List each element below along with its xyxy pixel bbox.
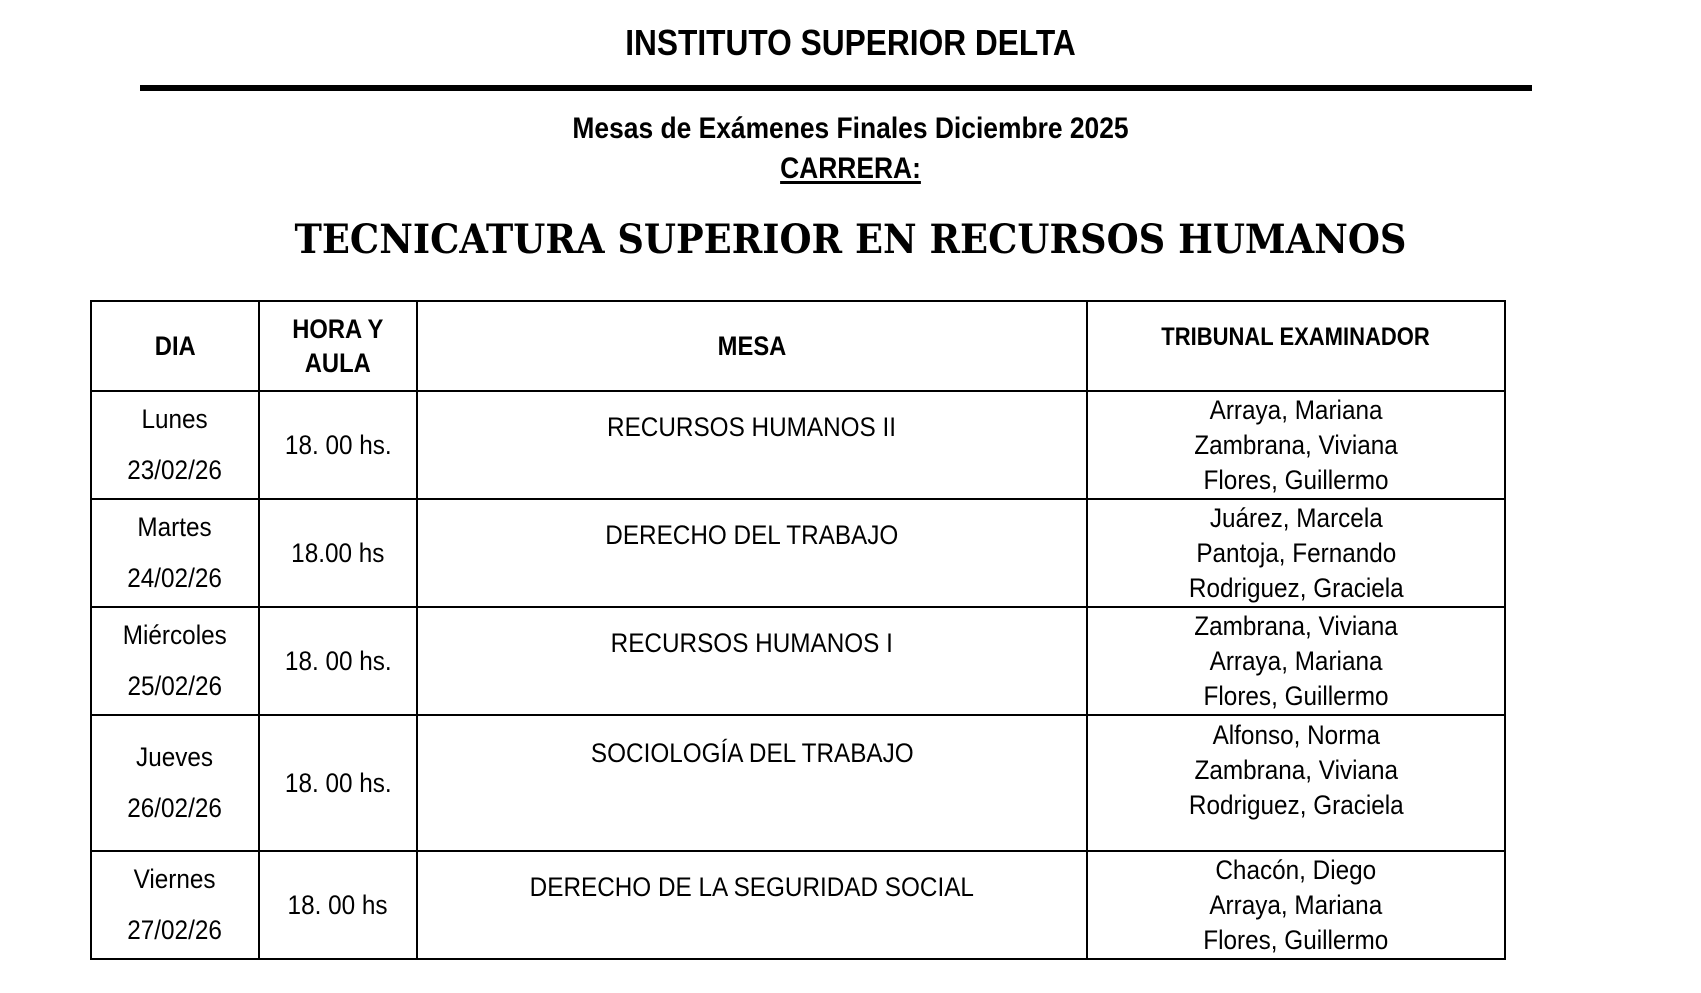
day-date: 25/02/26 (127, 671, 223, 701)
col-header-hora-line2: AULA (305, 348, 371, 378)
day-name: Miércoles (123, 620, 227, 650)
tribunal-cell (1087, 715, 1505, 851)
col-header-dia (91, 301, 259, 391)
day-name: Viernes (134, 864, 216, 894)
table-row (91, 851, 1505, 959)
tribunal-member: Zambrana, Viviana (1194, 429, 1398, 460)
exam-period-title: Mesas de Exámenes Finales Diciembre 2025 (572, 112, 1129, 145)
time-cell (259, 391, 417, 499)
day-cell (91, 499, 259, 607)
tribunal-member: Arraya, Mariana (1209, 889, 1383, 920)
col-header-hora-label (292, 312, 383, 380)
tribunal-member: Chacón, Diego (1215, 854, 1377, 885)
time-value: 18. 00 hs (288, 889, 388, 920)
time-value: 18. 00 hs. (284, 429, 392, 460)
subject-cell (417, 499, 1087, 607)
tribunal-cell (1087, 851, 1505, 959)
tribunal-member: Pantoja, Fernando (1196, 537, 1396, 568)
col-header-mesa (417, 301, 1087, 391)
exam-schedule-table (90, 300, 1506, 960)
tribunal-member: Flores, Guillermo (1203, 464, 1389, 495)
subject-name: RECURSOS HUMANOS II (607, 412, 897, 442)
institution-title: INSTITUTO SUPERIOR DELTA (625, 22, 1076, 63)
table-row (91, 715, 1505, 851)
subject-name: SOCIOLOGÍA DEL TRABAJO (590, 738, 914, 768)
tribunal-cell (1087, 391, 1505, 499)
tribunal-member: Juárez, Marcela (1209, 502, 1383, 533)
subject-cell (417, 851, 1087, 959)
time-cell (259, 499, 417, 607)
day-date: 24/02/26 (127, 563, 223, 593)
subject-cell (417, 391, 1087, 499)
tribunal-member: Alfonso, Norma (1212, 720, 1380, 750)
day-cell (91, 391, 259, 499)
time-cell (259, 607, 417, 715)
col-header-hora-line1: HORA Y (292, 314, 384, 344)
subject-name: RECURSOS HUMANOS I (610, 628, 894, 658)
subject-cell (417, 607, 1087, 715)
tribunal-cell (1087, 607, 1505, 715)
career-name: TECNICATURA SUPERIOR EN RECURSOS HUMANOS (294, 216, 1407, 263)
subject-name: DERECHO DEL TRABAJO (605, 520, 899, 550)
table-row (91, 499, 1505, 607)
career-label-wrap (102, 152, 1599, 186)
col-header-hora (259, 301, 417, 391)
tribunal-member: Arraya, Mariana (1209, 394, 1383, 425)
subject-cell (417, 715, 1087, 851)
tribunal-member: Zambrana, Viviana (1194, 755, 1398, 785)
subject-name: DERECHO DE LA SEGURIDAD SOCIAL (529, 872, 975, 902)
day-name: Lunes (141, 404, 209, 434)
time-cell (259, 851, 417, 959)
time-value: 18. 00 hs. (284, 767, 392, 798)
career-label: CARRERA: (780, 152, 921, 185)
tribunal-member: Arraya, Mariana (1209, 645, 1383, 676)
col-header-tribunal (1087, 301, 1505, 391)
day-cell (91, 715, 259, 851)
tribunal-member: Flores, Guillermo (1203, 680, 1389, 711)
tribunal-member: Rodriguez, Graciela (1188, 572, 1404, 603)
time-value: 18.00 hs (291, 537, 385, 568)
col-header-tribunal-label: TRIBUNAL EXAMINADOR (1161, 323, 1431, 351)
header-divider (140, 85, 1532, 91)
time-value: 18. 00 hs. (284, 645, 392, 676)
day-date: 26/02/26 (127, 793, 223, 823)
table-row (91, 391, 1505, 499)
col-header-dia-label: DIA (154, 331, 196, 361)
table-header-row (91, 301, 1505, 391)
table-row (91, 607, 1505, 715)
tribunal-member: Flores, Guillermo (1203, 924, 1389, 955)
day-date: 27/02/26 (127, 915, 223, 945)
time-cell (259, 715, 417, 851)
day-cell (91, 607, 259, 715)
col-header-mesa-label: MESA (717, 331, 787, 361)
day-cell (91, 851, 259, 959)
day-name: Martes (137, 512, 213, 542)
tribunal-member: Rodriguez, Graciela (1188, 790, 1404, 820)
tribunal-member: Zambrana, Viviana (1194, 610, 1398, 641)
day-date: 23/02/26 (127, 455, 223, 485)
day-name: Jueves (136, 742, 214, 772)
tribunal-cell (1087, 499, 1505, 607)
